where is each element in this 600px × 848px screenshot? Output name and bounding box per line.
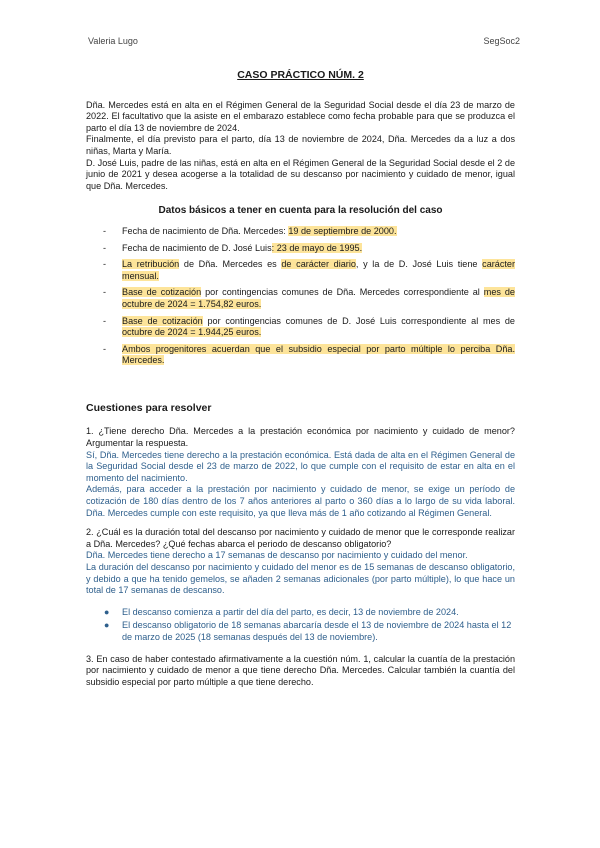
list-item: ● El descanso comienza a partir del día del parto, es decir, 13 de noviembre de 2024. [104, 606, 459, 617]
list-item: - Fecha de nacimiento de D. José Luis: 23 de mayo de 1995. [103, 242, 363, 253]
list-item: - Ambos progenitores acuerdan que el subsidio especial por parto múltiple lo perciba Dña. Mercedes. [103, 343, 515, 366]
list-item: - Fecha de nacimiento de Dña. Mercedes: 19 de septiembre de 2000. [103, 225, 397, 236]
answer-2: La duración del descanso por nacimiento y cuidado del menor es de 15 semanas de descanso obligatorio, y debido a que ha tenido gemelos, se añaden 2 semanas adicionales (por parto múltiple), lo que hace un total de 17 semanas de descanso. [86, 562, 515, 596]
answer-1: Sí, Dña. Mercedes tiene derecho a la prestación económica. Está dada de alta en el Régimen General de la Seguridad Social desde el 23 de marzo de 2022, lo que cumple con el requisito de estar en alta en el momento del nacimiento. [86, 449, 515, 483]
datos-title: Datos básicos a tener en cuenta para la resolución del caso [158, 205, 443, 217]
question-3: 3. En caso de haber contestado afirmativamente a la cuestión núm. 1, calcular la cuantía de la prestación por nacimiento y cuidado de menor a que tiene derecho Dña. Mercedes. Calcular también la cuantía del subsidio especial por parto múltiple a que tiene derecho. [86, 653, 515, 687]
header-course: SegSoc2 [483, 36, 520, 46]
answer-1: Además, para acceder a la prestación por nacimiento y cuidado de menor, se exige un período de cotización de 180 días dentro de los 7 años anteriores al parto o 360 días a lo largo de su vida laboral. Dña. Mercedes cumple con este requisito, ya que lleva más de 1 año cotizando al Régimen General. [86, 484, 515, 518]
answer-2-bullets [86, 607, 515, 644]
list-item: - Base de cotización por contingencias comunes de D. José Luis correspondiente al mes de octubre de 2024 = 1.944,25 euros. [103, 315, 515, 338]
page-title: CASO PRÁCTICO NÚM. 2 [237, 69, 364, 81]
datos-list [86, 226, 515, 367]
list-item: - Base de cotización por contingencias comunes de Dña. Mercedes correspondiente al mes de octubre de 2024 = 1.754,82 euros. [103, 287, 515, 309]
intro-paragraph: D. José Luis, padre de las niñas, está en alta en el Régimen General de la Seguridad Social desde el 2 de junio de 2021 y desea acogerse a la totalidad de su descanso por nacimiento y cuidado de menor, igual que Dña. Mercedes. [86, 157, 515, 191]
header-author: Valeria Lugo [88, 36, 138, 46]
list-item: - La retribución de Dña. Mercedes es de carácter diario, y la de D. José Luis tiene carácter mensual. [103, 259, 515, 281]
cuestiones-title: Cuestiones para resolver [86, 401, 212, 414]
document-body [86, 68, 515, 688]
intro-paragraph: Finalmente, el día previsto para el parto, día 13 de noviembre de 2024, Dña. Mercedes da a luz a dos niñas, Marta y María. [86, 134, 515, 156]
list-item: ● El descanso obligatorio de 18 semanas abarcaría desde el 13 de noviembre de 2024 hasta el 12 de marzo de 2025 (18 semanas después del 13 de noviembre). [104, 620, 512, 642]
question-1: 1. ¿Tiene derecho Dña. Mercedes a la prestación económica por nacimiento y cuidado de menor? Argumentar la respuesta. [86, 426, 515, 449]
intro-paragraph: Dña. Mercedes está en alta en el Régimen General de la Seguridad Social desde el día 23 de marzo de 2022. El facultativo que la asiste en el embarazo establece como fecha probable para que se produzca el parto el día 13 de noviembre de 2024. [86, 99, 515, 133]
question-2: 2. ¿Cuál es la duración total del descanso por nacimiento y cuidado de menor que le corresponde realizar a Dña. Mercedes? ¿Qué fechas abarca el periodo de descanso obligatorio? [86, 527, 515, 549]
answer-2: Dña. Mercedes tiene derecho a 17 semanas de descanso por nacimiento y cuidado del menor. [86, 550, 468, 561]
